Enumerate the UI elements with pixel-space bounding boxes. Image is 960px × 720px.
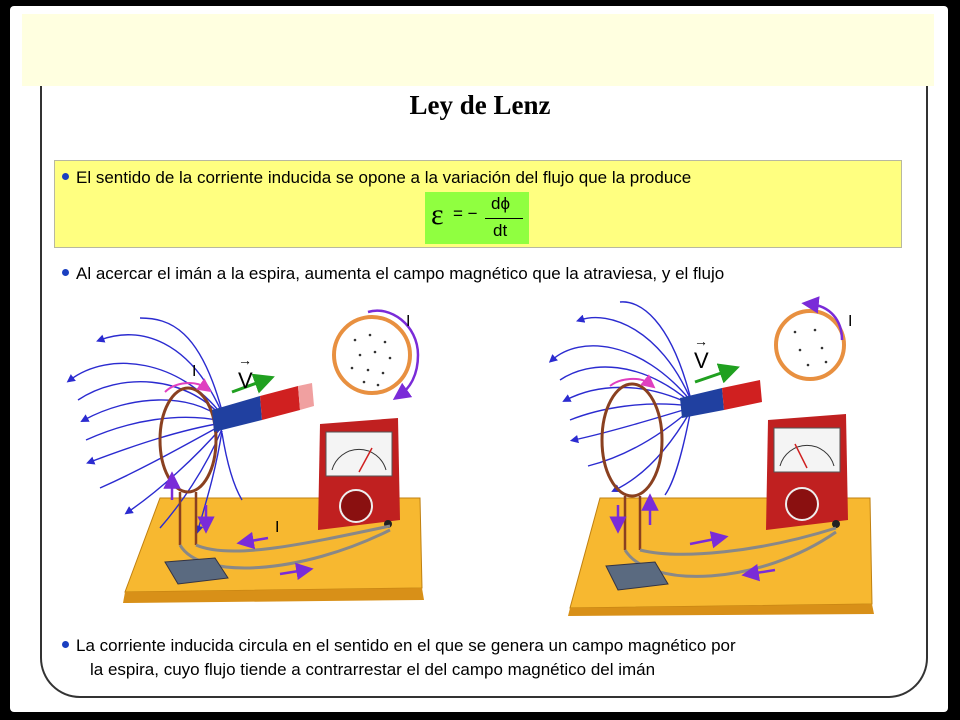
right-multimeter xyxy=(766,414,848,530)
bullet-3-continuation: la espira, cuyo flujo tiende a contrarrestar el del campo magnético del imán xyxy=(90,660,656,679)
left-circle-current-label: I xyxy=(406,313,411,330)
right-flux-circle xyxy=(776,304,852,379)
emf-symbol: ε xyxy=(431,198,444,231)
left-multimeter xyxy=(318,418,400,530)
formula-equals: = − xyxy=(453,204,478,223)
right-velocity-label: V xyxy=(694,348,709,373)
left-loop-current-label: I xyxy=(192,363,197,380)
formula-numerator: dϕ xyxy=(491,194,510,213)
right-diagram xyxy=(552,302,874,616)
bullet-dot-icon xyxy=(62,641,69,648)
formula-denominator: dt xyxy=(493,221,508,240)
left-diagram xyxy=(70,311,424,603)
bullet-3 xyxy=(62,636,736,656)
left-velocity-arrow: → xyxy=(238,352,252,368)
bullet-1-text: El sentido de la corriente inducida se opone a la variación del flujo que la produce xyxy=(76,168,692,187)
bullet-3-line-1: La corriente inducida circula en el sentido en el que se genera un campo magnético por xyxy=(76,636,736,655)
right-bar-magnet xyxy=(680,380,762,418)
page-title: Ley de Lenz xyxy=(409,90,551,120)
bullet-2-text: Al acercar el imán a la espira, aumenta el campo magnético que la atraviesa, y el flujo xyxy=(76,264,725,283)
left-wire-current-label: I xyxy=(275,519,280,536)
left-wire-loop xyxy=(160,388,216,492)
right-circle-current-label: I xyxy=(848,313,853,330)
left-velocity-label: V xyxy=(238,368,253,393)
right-magnetic-field-lines xyxy=(552,302,690,495)
left-bar-magnet xyxy=(212,383,314,432)
left-flux-circle xyxy=(334,311,418,395)
right-velocity-arrow: → xyxy=(694,333,708,349)
